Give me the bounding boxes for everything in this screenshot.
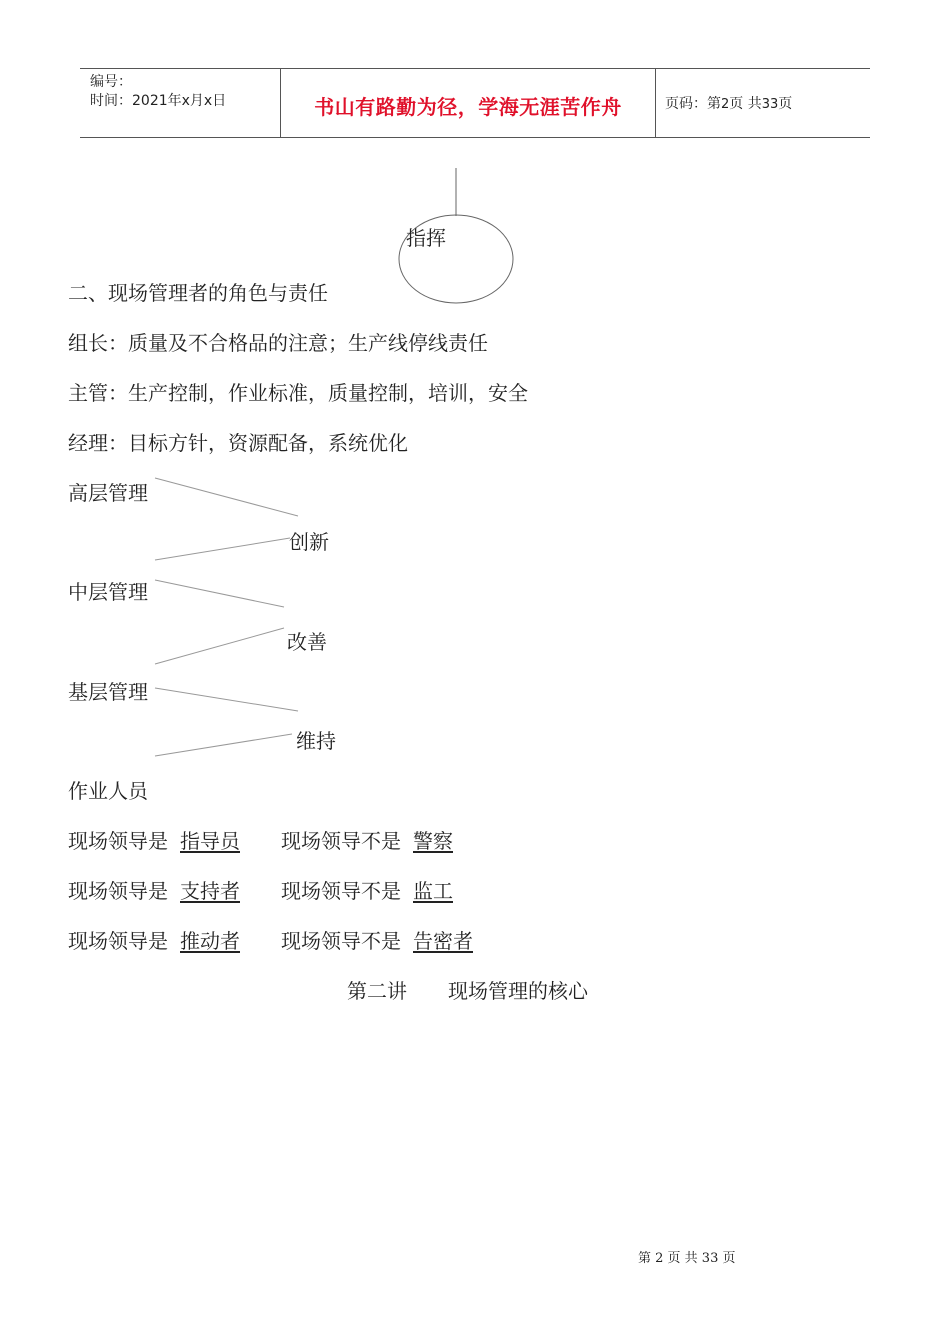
level-workers: 作业人员 bbox=[68, 779, 148, 803]
page-unit: 页 bbox=[778, 96, 793, 112]
line-top-to-innovation bbox=[155, 478, 298, 516]
time-label: 时间：2021年x月x日 bbox=[90, 93, 227, 109]
role-manager: 经理：目标方针，资源配备，系统优化 bbox=[68, 431, 408, 455]
leadership-mid: 现场领导不是 bbox=[281, 829, 401, 853]
leadership-mid: 现场领导不是 bbox=[281, 879, 401, 903]
lecture-title: 现场管理的核心 bbox=[448, 979, 588, 1003]
page-mid: 页 共 bbox=[729, 96, 762, 112]
leadership-line-1 bbox=[68, 829, 240, 853]
number-label: 编号： bbox=[90, 74, 132, 90]
role-leader: 组长：质量及不合格品的注意；生产线停线责任 bbox=[68, 331, 488, 355]
lecture-number: 第二讲 bbox=[347, 979, 407, 1003]
function-maintenance: 维持 bbox=[296, 729, 336, 753]
leadership-not: 监工 bbox=[413, 879, 453, 903]
function-innovation: 创新 bbox=[289, 530, 329, 554]
leadership-line-2-not bbox=[281, 879, 453, 903]
leadership-prefix: 现场领导是 bbox=[68, 879, 168, 903]
leadership-line-2 bbox=[68, 879, 240, 903]
level-top-management: 高层管理 bbox=[68, 481, 148, 505]
leadership-prefix: 现场领导是 bbox=[68, 929, 168, 953]
section-title: 二、现场管理者的角色与责任 bbox=[68, 281, 328, 305]
role-supervisor: 主管：生产控制，作业标准，质量控制，培训，安全 bbox=[68, 381, 528, 405]
line-innovation-to-middle bbox=[155, 538, 290, 560]
line-base-to-maintenance bbox=[155, 688, 298, 711]
page-footer: 第 2 页 共 33 页 bbox=[638, 1251, 736, 1266]
page-current: 2 bbox=[721, 97, 730, 112]
leadership-is: 指导员 bbox=[180, 829, 240, 853]
page-total: 33 bbox=[761, 97, 779, 112]
leadership-is: 推动者 bbox=[180, 929, 240, 953]
level-base-management: 基层管理 bbox=[68, 680, 148, 704]
leadership-not: 警察 bbox=[413, 829, 453, 853]
line-maintenance-to-workers bbox=[155, 734, 292, 756]
line-middle-to-improvement bbox=[155, 580, 284, 607]
motto: 书山有路勤为径，学海无涯苦作舟 bbox=[314, 95, 622, 119]
function-improvement: 改善 bbox=[287, 630, 327, 654]
leadership-prefix: 现场领导是 bbox=[68, 829, 168, 853]
page-label: 页码：第 bbox=[665, 96, 721, 112]
leadership-line-3 bbox=[68, 929, 240, 953]
level-middle-management: 中层管理 bbox=[68, 580, 148, 604]
leadership-line-3-not bbox=[281, 929, 473, 953]
line-improvement-to-base bbox=[155, 628, 284, 664]
leadership-line-1-not bbox=[281, 829, 453, 853]
leadership-not: 告密者 bbox=[413, 929, 473, 953]
leadership-mid: 现场领导不是 bbox=[281, 929, 401, 953]
diagram-top-label: 指挥 bbox=[406, 226, 446, 250]
leadership-is: 支持者 bbox=[180, 879, 240, 903]
